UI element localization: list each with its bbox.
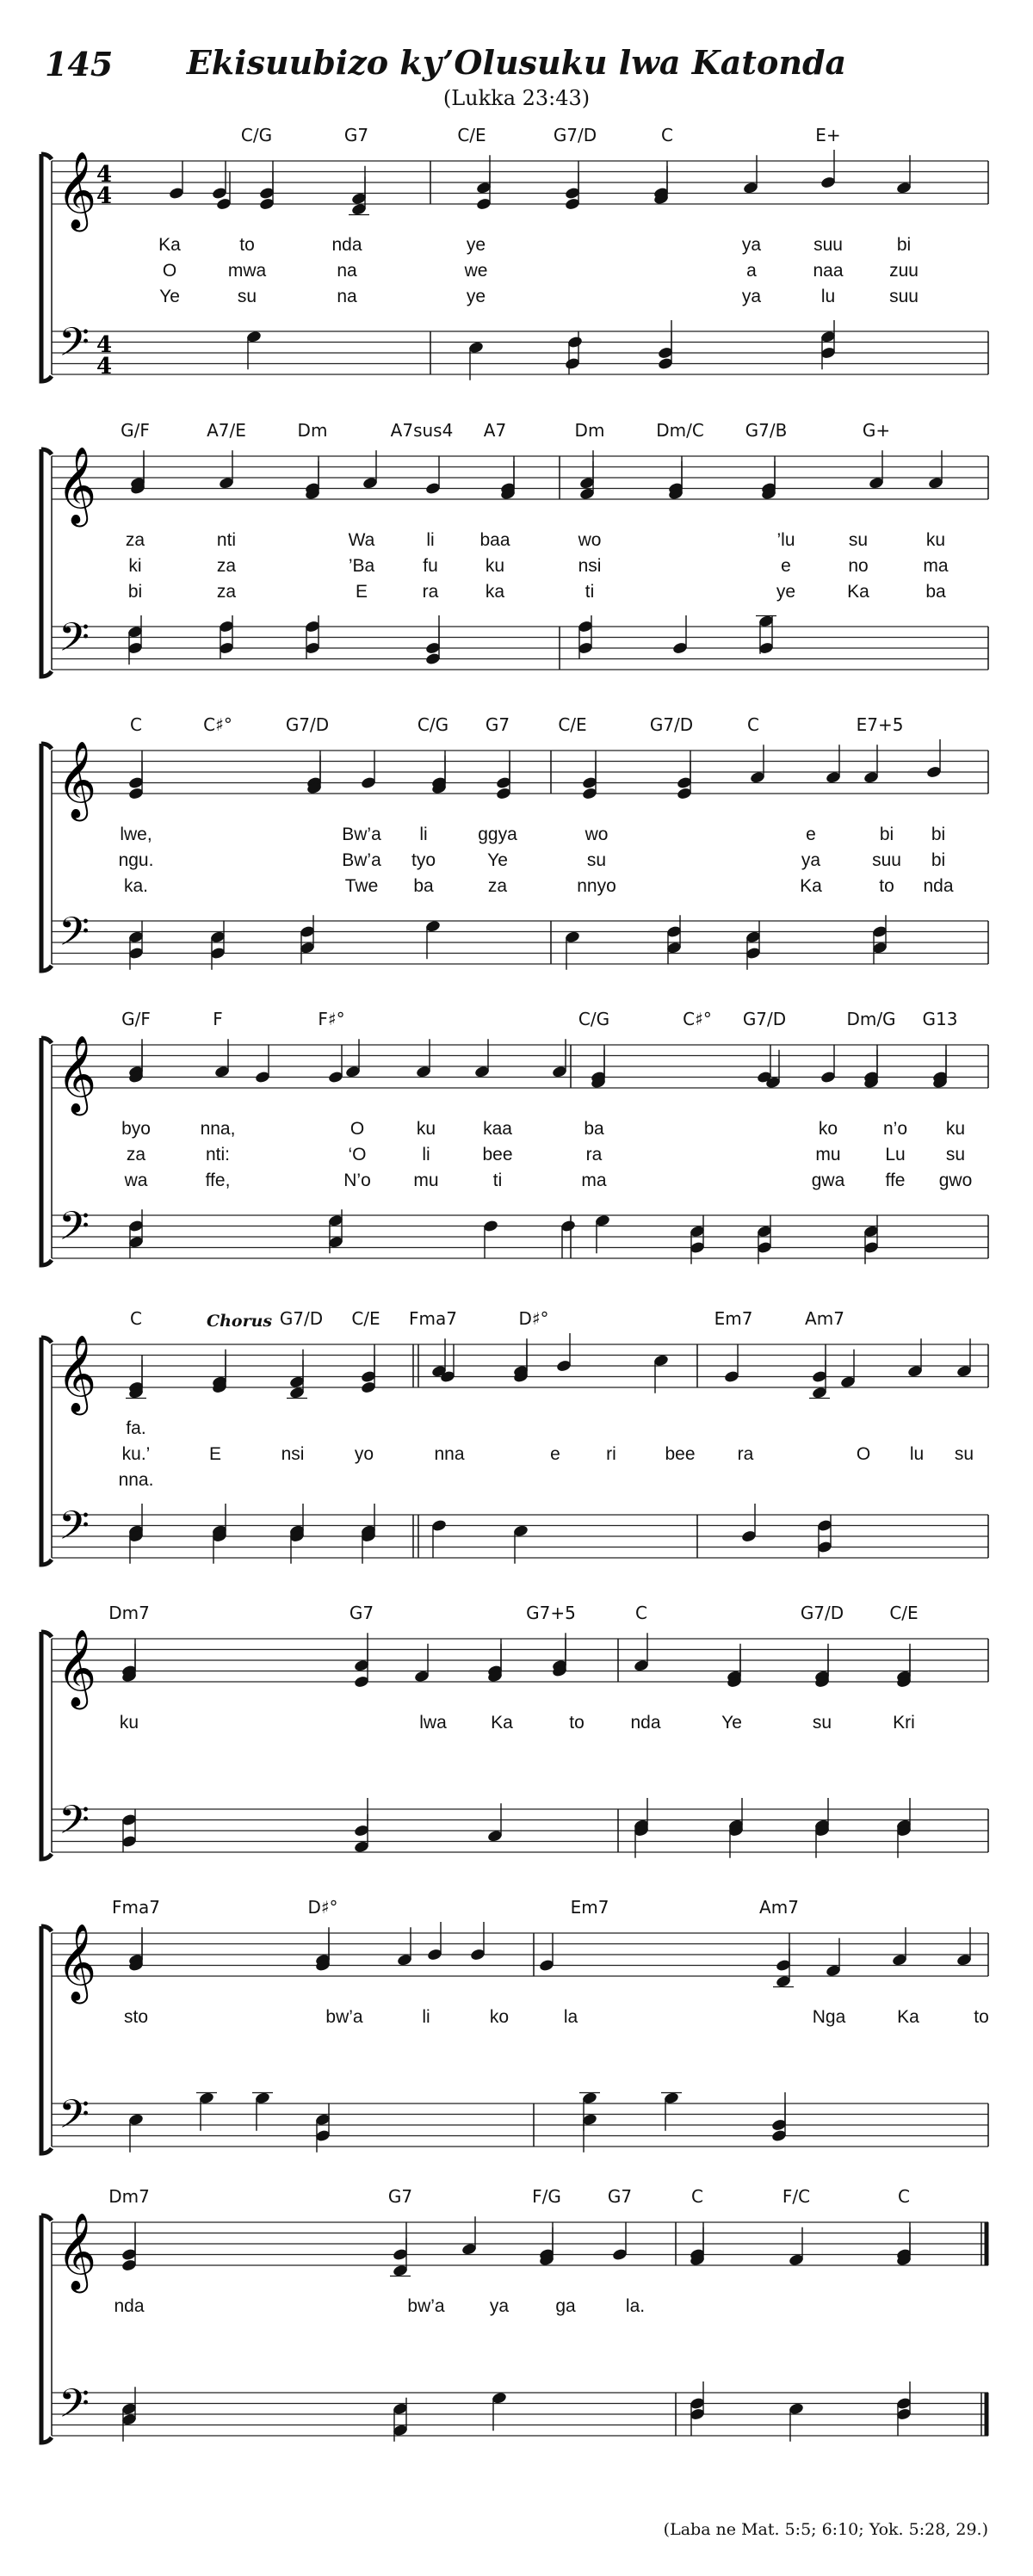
music-system [0, 125, 1033, 409]
chord-symbol: G7/D [742, 1009, 787, 1029]
lyric-verse-1: baa [479, 530, 510, 550]
scripture-reference: (Lukka 23:43) [442, 86, 591, 110]
hymn-number: 145 [45, 45, 114, 83]
lyric-verse-1: wo [585, 825, 609, 844]
chord-symbol: D♯° [518, 1308, 549, 1329]
lyric-verse-1: ga [555, 2296, 576, 2316]
lyric-verse-2: ya [801, 850, 821, 870]
chord-symbol: Dm [574, 420, 605, 441]
chord-symbol: G7 [607, 2186, 633, 2207]
lyric-verse-3: to [879, 876, 894, 896]
lyric-verse-1: e [806, 825, 816, 844]
lyric-verse-3: ti [585, 582, 595, 602]
lyric-verse-3: bi [127, 582, 143, 602]
lyric-verse-2: ra [737, 1444, 754, 1464]
lyric-verse-2: we [464, 261, 488, 281]
lyric-verse-1: to [569, 1713, 585, 1733]
chord-symbol: Dm7 [108, 1603, 150, 1623]
chord-symbol: Fma7 [112, 1897, 160, 1918]
chord-symbol: F/G [532, 2186, 561, 2207]
lyric-verse-3: ka [485, 582, 505, 602]
bass-clef-icon: 𝄢 [59, 319, 90, 375]
lyric-verse-2: zuu [889, 261, 919, 281]
lyric-verse-3: Ka [847, 582, 869, 602]
lyric-verse-2: naa [813, 261, 844, 281]
chord-symbol: G7 [387, 2186, 413, 2207]
chord-symbol: C/E [889, 1603, 919, 1623]
lyric-verse-3: Ye [159, 287, 180, 306]
chord-symbol: G+ [862, 420, 891, 441]
lyric-verse-3: ye [466, 287, 486, 306]
chord-symbol: F/C [782, 2186, 811, 2207]
lyric-verse-3: su [237, 287, 257, 306]
time-signature-icon: 4 [96, 162, 113, 188]
chord-symbol: G7/D [553, 125, 597, 145]
chord-symbol: C/G [417, 714, 449, 735]
lyric-verse-1: wo [578, 530, 602, 550]
chord-symbol: Dm7 [108, 2186, 150, 2207]
lyric-verse-1: fa. [126, 1418, 146, 1438]
lyric-verse-3: gwo [938, 1171, 973, 1190]
lyric-verse-2: O [856, 1444, 871, 1464]
lyric-verse-2: mwa [227, 261, 267, 281]
lyric-verse-1: ku [945, 1119, 966, 1139]
lyric-verse-1: ku [925, 530, 946, 550]
lyric-verse-2: e [550, 1444, 560, 1464]
treble-clef-icon: 𝄞 [57, 2213, 97, 2290]
system-bracket [41, 2215, 52, 2443]
lyric-verse-2: nna [434, 1444, 465, 1464]
lyric-verse-1: sto [123, 2007, 149, 2027]
lyric-verse-1: ya [741, 235, 762, 255]
music-system [0, 1603, 1033, 1887]
lyric-verse-2: su [954, 1444, 974, 1464]
lyric-verse-2: Lu [885, 1145, 906, 1164]
chord-symbol: G/F [121, 1009, 151, 1029]
bass-clef-icon: 𝄢 [59, 615, 90, 670]
lyric-verse-2: bi [931, 850, 946, 870]
system-bracket [41, 154, 52, 381]
chord-symbol: G7/D [279, 1308, 324, 1329]
staff-svg [0, 1308, 1033, 1592]
lyric-verse-1: O [349, 1119, 365, 1139]
chord-symbol: C/E [351, 1308, 380, 1329]
chord-symbol: G7 [349, 1603, 374, 1623]
lyric-verse-1: Ka [897, 2007, 919, 2027]
chord-symbol: F♯° [318, 1009, 345, 1029]
staff-svg [0, 2186, 1033, 2470]
lyric-verse-3: ffe [885, 1171, 906, 1190]
lyric-verse-1: n’o [882, 1119, 908, 1139]
lyric-verse-1: ku [416, 1119, 436, 1139]
lyric-verse-2: a [746, 261, 757, 281]
lyric-verse-3: za [216, 582, 237, 602]
bass-clef-icon: 𝄢 [59, 909, 90, 965]
lyric-verse-3: nna. [118, 1470, 154, 1490]
chord-symbol: G7 [485, 714, 510, 735]
chord-symbol: G13 [922, 1009, 958, 1029]
lyric-verse-2: ku [485, 556, 505, 576]
chord-symbol: C♯° [203, 714, 232, 735]
lyric-verse-2: O [162, 261, 177, 281]
system-bracket [41, 1632, 52, 1859]
music-system [0, 420, 1033, 704]
chord-symbol: G7/D [285, 714, 330, 735]
lyric-verse-1: nna, [200, 1119, 236, 1139]
lyric-verse-2: bee [482, 1145, 513, 1164]
treble-clef-icon: 𝄞 [57, 1924, 97, 2001]
lyric-verse-3: ffe, [205, 1171, 231, 1190]
staff-svg [0, 1603, 1033, 1887]
chord-symbol: A7 [483, 420, 507, 441]
lyric-verse-1: ko [818, 1119, 838, 1139]
chord-symbol: C [747, 714, 759, 735]
lyric-verse-1: nda [114, 2296, 145, 2316]
staff-svg [0, 1897, 1033, 2181]
lyric-verse-2: bee [665, 1444, 696, 1464]
lyric-verse-1: la. [625, 2296, 646, 2316]
bass-clef-icon: 𝄢 [59, 1203, 90, 1259]
lyric-verse-2: nti: [205, 1145, 231, 1164]
music-system [0, 714, 1033, 998]
lyric-verse-1: li [419, 825, 428, 844]
chord-symbol: D♯° [307, 1897, 338, 1918]
lyric-verse-2: E [208, 1444, 222, 1464]
staff-svg [0, 420, 1033, 704]
system-bracket [41, 744, 52, 971]
system-bracket [41, 1926, 52, 2153]
chord-symbol: Am7 [759, 1897, 799, 1918]
lyric-verse-2: za [216, 556, 237, 576]
lyric-verse-3: N’o [343, 1171, 371, 1190]
chord-symbol: C [661, 125, 673, 145]
lyric-verse-2: za [126, 1145, 146, 1164]
lyric-verse-1: za [125, 530, 145, 550]
lyric-verse-3: ma [581, 1171, 607, 1190]
lyric-verse-2: yo [354, 1444, 374, 1464]
chord-symbol: C [130, 714, 142, 735]
chord-symbol: C [635, 1603, 647, 1623]
lyric-verse-1: Ye [721, 1713, 742, 1733]
lyric-verse-3: lu [820, 287, 836, 306]
lyric-verse-3: ra [422, 582, 439, 602]
lyric-verse-1: Wa [348, 530, 375, 550]
lyric-verse-2: ra [585, 1145, 603, 1164]
bass-clef-icon: 𝄢 [59, 1503, 90, 1559]
lyric-verse-3: wa [124, 1171, 148, 1190]
lyric-verse-1: to [239, 235, 255, 255]
chord-symbol: Dm [297, 420, 328, 441]
lyric-verse-1: bi [879, 825, 894, 844]
hymn-title: Ekisuubizo ky’Olusuku lwa Katonda [186, 43, 847, 82]
lyric-verse-2: na [337, 261, 357, 281]
lyric-verse-3: E [355, 582, 368, 602]
treble-clef-icon: 𝄞 [57, 1629, 97, 1707]
bass-clef-icon: 𝄢 [59, 2381, 90, 2437]
lyric-verse-2: ku.’ [121, 1444, 151, 1464]
lyric-verse-1: bw’a [325, 2007, 363, 2027]
chord-symbol: G/F [121, 420, 150, 441]
chord-symbol: C [898, 2186, 910, 2207]
lyric-verse-3: gwa [811, 1171, 845, 1190]
lyric-verse-3: nda [923, 876, 954, 896]
lyric-verse-2: no [848, 556, 869, 576]
chord-symbol: Am7 [805, 1308, 844, 1329]
chord-symbol: G7/D [649, 714, 694, 735]
lyric-verse-1: bi [896, 235, 912, 255]
lyric-verse-1: nti [216, 530, 237, 550]
time-signature-icon: 4 [96, 183, 113, 209]
lyric-verse-3: mu [413, 1171, 439, 1190]
lyric-verse-3: Ka [800, 876, 822, 896]
lyric-verse-1: ya [489, 2296, 510, 2316]
lyric-verse-3: na [337, 287, 357, 306]
lyric-verse-1: bw’a [407, 2296, 445, 2316]
lyric-verse-1: ’lu [776, 530, 795, 550]
lyric-verse-2: ki [128, 556, 142, 576]
treble-clef-icon: 𝄞 [57, 447, 97, 524]
lyric-verse-1: Ka [158, 235, 181, 255]
treble-clef-icon: 𝄞 [57, 1035, 97, 1113]
lyric-verse-1: nda [331, 235, 362, 255]
lyric-verse-1: li [426, 530, 435, 550]
lyric-verse-2: su [586, 850, 607, 870]
lyric-verse-2: ri [606, 1444, 616, 1464]
lyric-verse-1: Nga [812, 2007, 846, 2027]
lyric-verse-3: ti [492, 1171, 503, 1190]
lyric-verse-2: ngu. [118, 850, 154, 870]
chord-symbol: C♯° [683, 1009, 712, 1029]
lyric-verse-2: Bw’a [342, 850, 381, 870]
chord-symbol: C/G [240, 125, 273, 145]
lyric-verse-1: kaa [483, 1119, 512, 1139]
lyric-verse-2: ma [923, 556, 949, 576]
chord-symbol: G7/D [800, 1603, 844, 1623]
chord-symbol: G7/B [745, 420, 788, 441]
bass-clef-icon: 𝄢 [59, 1797, 90, 1853]
lyric-verse-1: lwa [419, 1713, 447, 1733]
chord-symbol: Dm/C [656, 420, 704, 441]
footer-references: (Laba ne Mat. 5:5; 6:10; Yok. 5:28, 29.) [663, 2520, 988, 2539]
lyric-verse-1: li [422, 2007, 430, 2027]
chord-symbol: E7+5 [856, 714, 904, 735]
system-bracket [41, 449, 52, 676]
lyric-verse-1: ba [584, 1119, 604, 1139]
chord-symbol: Fma7 [409, 1308, 457, 1329]
treble-clef-icon: 𝄞 [57, 741, 97, 819]
chord-symbol: C/E [457, 125, 486, 145]
lyric-verse-1: bi [931, 825, 946, 844]
lyric-verse-1: Kri [893, 1713, 915, 1733]
lyric-verse-3: ba [413, 876, 434, 896]
lyric-verse-2: tyo [411, 850, 436, 870]
lyric-verse-2: nsi [578, 556, 602, 576]
bass-clef-icon: 𝄢 [59, 2091, 90, 2147]
lyric-verse-1: Ka [491, 1713, 513, 1733]
chord-symbol: Em7 [714, 1308, 753, 1329]
chord-symbol: F [213, 1009, 223, 1029]
music-system [0, 1308, 1033, 1592]
lyric-verse-3: Twe [344, 876, 379, 896]
lyric-verse-1: su [848, 530, 869, 550]
chord-symbol: C [130, 1308, 142, 1329]
lyric-verse-2: li [422, 1145, 430, 1164]
chord-symbol: C [691, 2186, 703, 2207]
lyric-verse-1: su [812, 1713, 832, 1733]
music-system [0, 1009, 1033, 1293]
system-bracket [41, 1337, 52, 1565]
lyric-verse-1: ko [489, 2007, 510, 2027]
time-signature-icon: 4 [96, 332, 113, 358]
lyric-verse-1: la [563, 2007, 578, 2027]
lyric-verse-2: ‘O [348, 1145, 367, 1164]
chord-symbol: C/G [578, 1009, 610, 1029]
chord-symbol: Dm/G [846, 1009, 896, 1029]
lyric-verse-2: mu [815, 1145, 841, 1164]
lyric-verse-1: suu [813, 235, 843, 255]
lyric-verse-3: ka. [123, 876, 149, 896]
lyric-verse-1: ye [466, 235, 486, 255]
chord-symbol: C/E [558, 714, 587, 735]
lyric-verse-3: nnyo [577, 876, 616, 896]
music-system [0, 1897, 1033, 2181]
chorus-label: Chorus [207, 1312, 273, 1331]
chord-symbol: A7sus4 [390, 420, 454, 441]
lyric-verse-2: suu [872, 850, 901, 870]
lyric-verse-3: ya [741, 287, 762, 306]
chord-symbol: Em7 [570, 1897, 609, 1918]
lyric-verse-2: fu [423, 556, 438, 576]
treble-clef-icon: 𝄞 [57, 151, 97, 229]
lyric-verse-2: su [945, 1145, 966, 1164]
lyric-verse-1: nda [630, 1713, 661, 1733]
lyric-verse-1: ggya [478, 825, 517, 844]
lyric-verse-1: ku [119, 1713, 139, 1733]
lyric-verse-2: Ye [487, 850, 508, 870]
system-bracket [41, 1038, 52, 1265]
chord-symbol: A7/E [207, 420, 246, 441]
lyric-verse-1: byo [121, 1119, 151, 1139]
music-system [0, 2186, 1033, 2470]
lyric-verse-1: to [974, 2007, 989, 2027]
treble-clef-icon: 𝄞 [57, 1335, 97, 1412]
lyric-verse-2: ’Ba [348, 556, 375, 576]
chord-symbol: G7+5 [526, 1603, 576, 1623]
lyric-verse-3: ye [776, 582, 796, 602]
lyric-verse-2: nsi [281, 1444, 305, 1464]
chord-symbol: E+ [815, 125, 841, 145]
lyric-verse-2: lu [909, 1444, 925, 1464]
lyric-verse-3: ba [925, 582, 946, 602]
lyric-verse-1: Bw’a [342, 825, 381, 844]
time-signature-icon: 4 [96, 354, 113, 380]
chord-symbol: G7 [343, 125, 369, 145]
lyric-verse-2: e [781, 556, 791, 576]
staff-svg [0, 125, 1033, 409]
lyric-verse-1: lwe, [120, 825, 152, 844]
lyric-verse-3: za [487, 876, 508, 896]
lyric-verse-3: suu [889, 287, 919, 306]
staff-svg [0, 1009, 1033, 1293]
